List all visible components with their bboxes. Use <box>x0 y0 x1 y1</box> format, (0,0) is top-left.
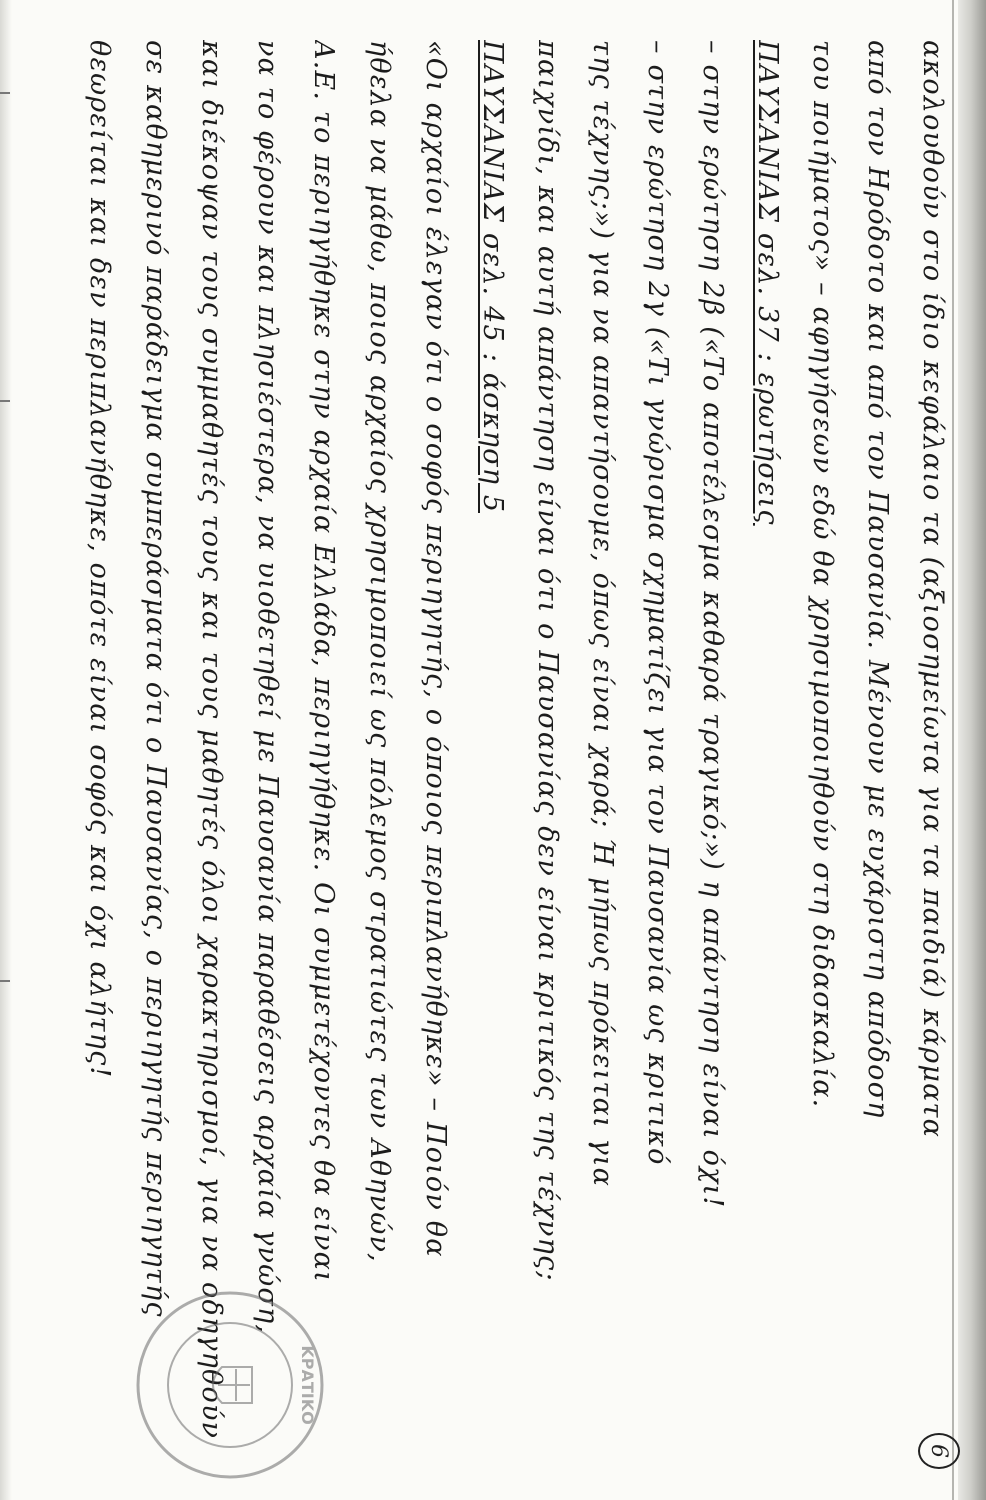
section-heading: ΠΑΥΣΑΝΙΑΣ σελ. 45 : άσκηση 5 <box>477 40 508 514</box>
scan-mark <box>0 400 10 402</box>
text-line: ακολουθούν στο ίδιο κεφάλαιο τα (αξιοσημείωτα για τα παιδιά) κάρματα <box>917 40 948 1139</box>
text-line: να το φέρουν και πλησιέστερα, να υιοθετηθεί με Παυσανία παραθέσεις αρχαία γνώση, <box>252 40 283 1335</box>
handwritten-text-block <box>20 40 950 1450</box>
text-line: Α.Ε. το περιηγήθηκε στην αρχαία Ελλάδα, περιηγήθηκε. Οι συμμετέχοντες θα είναι <box>308 40 339 1283</box>
text-line: από τον Ηρόδοτο και από τον Παυσανία. Μένουν με ευχάριστη απόδοση <box>862 40 893 1119</box>
binding-line <box>952 0 954 1500</box>
stamp-text-top: ΚΡΑΤΙΚΟ <box>298 1345 317 1425</box>
text-line: – στην ερώτηση 2γ («Τι γνώρισμα σχηματίζει για τον Παυσανία ως κριτικό <box>642 40 673 1166</box>
scan-mark <box>0 92 10 94</box>
page-left-edge <box>0 0 12 1500</box>
text-line: του ποιήματος» – αφηγήσεων εδώ θα χρησιμοποιηθούν στη διδασκαλία. <box>807 40 838 1109</box>
text-line: της τέχνης;») για να απαντήσουμε, όπως είναι χαρά; Ή μήπως πρόκειται για <box>587 40 618 1188</box>
text-line: «Οι αρχαίοι έλεγαν ότι ο σοφός περιηγητής, ο όποιος περιπλανήθηκε» – Ποιόν θα <box>420 40 451 1258</box>
text-line: παιχνίδι, και αυτή απάντηση είναι ότι ο Παυσανίας δεν είναι κριτικός της τέχνης; <box>532 40 563 1282</box>
text-line: ήθελα να μάθω, ποιος αρχαίος χρησιμοποιεί ως πόλεμος στρατιώτες των Αθηνών, <box>364 40 395 1263</box>
section-heading: ΠΑΥΣΑΝΙΑΣ σελ. 37 : ερωτήσεις <box>752 40 783 526</box>
text-line: – στην ερώτηση 2β («Το αποτέλεσμα καθαρά τραγικό;») η απάντηση είναι όχι! <box>697 40 728 1209</box>
notebook-binding-edge <box>958 0 986 1500</box>
text-line: θεωρείται και δεν περιπλανήθηκε, οπότε είναι σοφός και όχι αλήτης! <box>84 40 115 1079</box>
text-line: σε καθημερινό παράδειγμα συμπεράσματα ότι ο Παυσανίας, ο περιηγητής περιηγητής <box>140 40 171 1318</box>
page-number: 6 <box>918 1433 960 1469</box>
library-stamp <box>130 1285 330 1485</box>
scan-mark <box>0 980 10 982</box>
text-line: και διέκοψαν τους συμμαθητές τους και τους μαθητές όλοι χαρακτηρισμοί, για να οδηγηθούν <box>196 40 227 1440</box>
